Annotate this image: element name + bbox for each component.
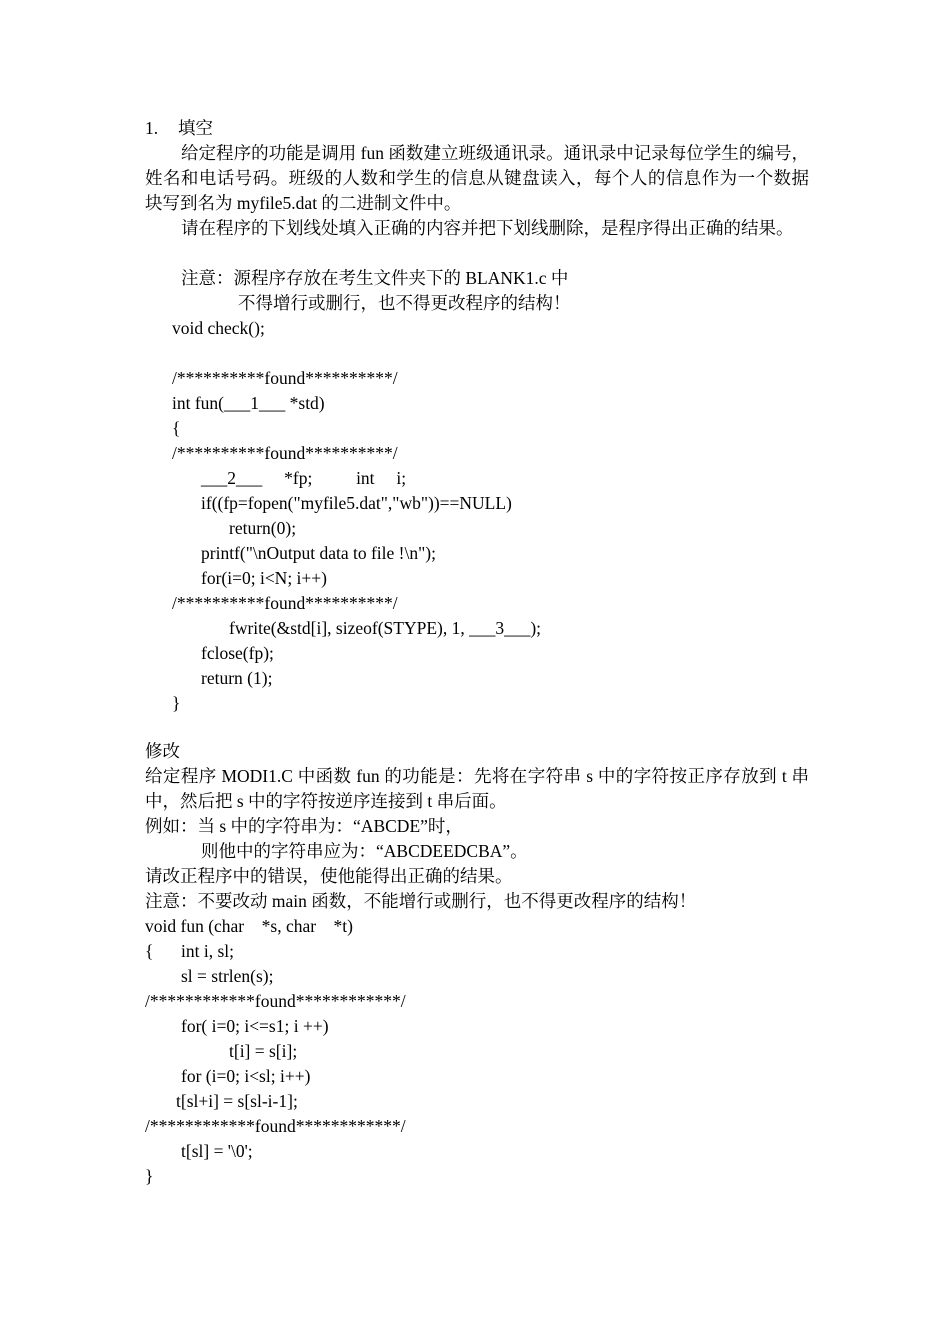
code-line: for( i=0; i<=s1; i ++) bbox=[181, 1016, 329, 1036]
code-line: fwrite(&std[i], sizeof(STYPE), 1, ___3___); bbox=[229, 618, 542, 638]
code-line: int fun(___1___ *std) bbox=[172, 393, 325, 413]
code-comment-found: /**********found**********/ bbox=[172, 443, 398, 463]
code-line: printf("\nOutput data to file !\n"); bbox=[201, 543, 436, 563]
code-line: sl = strlen(s); bbox=[181, 966, 274, 986]
code-line: { bbox=[172, 418, 181, 438]
code-comment-found: /**********found**********/ bbox=[172, 593, 398, 613]
section1-note-line1: 注意：源程序存放在考生文件夹下的 BLANK1.c 中 bbox=[181, 268, 569, 288]
code-line: for(i=0; i<N; i++) bbox=[201, 568, 327, 588]
code-comment-found: /************found************/ bbox=[145, 1116, 406, 1136]
code-line: fclose(fp); bbox=[201, 643, 274, 663]
code-line: void fun (char *s, char *t) bbox=[145, 916, 353, 936]
section1-instruction: 请在程序的下划线处填入正确的内容并把下划线删除，是程序得出正确的结果。 bbox=[181, 218, 794, 238]
code-line: t[sl+i] = s[sl-i-1]; bbox=[176, 1091, 298, 1111]
code-line: t[i] = s[i]; bbox=[229, 1041, 298, 1061]
section1-description: 给定程序的功能是调用 fun 函数建立班级通讯录。通讯录中记录每位学生的编号，姓名和电话号码。班级的人数和学生的信息从键盘读入，每个人的信息作为一个数据块写到名为 myfile5.dat 的二进制文件中。 bbox=[145, 143, 809, 213]
code-line: ___2___ *fp; int i; bbox=[201, 468, 407, 488]
section1-note-line2: 不得增行或删行，也不得更改程序的结构！ bbox=[238, 293, 571, 313]
code-line: return (1); bbox=[201, 668, 273, 688]
code-line: } bbox=[145, 1166, 154, 1186]
code-comment-found: /************found************/ bbox=[145, 991, 406, 1011]
code-line: { bbox=[145, 941, 154, 961]
code-line: int i, sl; bbox=[181, 941, 234, 961]
section2-description: 给定程序 MODI1.C 中函数 fun 的功能是：先将在字符串 s 中的字符按正序存放到 t 串中，然后把 s 中的字符按逆序连接到 t 串后面。 bbox=[145, 766, 809, 811]
code-comment-found: /**********found**********/ bbox=[172, 368, 398, 388]
section2-note: 注意：不要改动 main 函数，不能增行或删行，也不得更改程序的结构！ bbox=[145, 891, 697, 911]
code-line: return(0); bbox=[229, 518, 297, 538]
section2-heading: 修改 bbox=[145, 741, 180, 761]
section1-heading-title: 填空 bbox=[178, 118, 213, 138]
section2-example-line1: 例如：当 s 中的字符串为：“ABCDE”时， bbox=[145, 816, 463, 836]
code-line: void check(); bbox=[172, 318, 265, 338]
code-line: if((fp=fopen("myfile5.dat","wb"))==NULL) bbox=[201, 493, 512, 513]
code-line: } bbox=[172, 693, 181, 713]
section2-instruction: 请改正程序中的错误，使他能得出正确的结果。 bbox=[145, 866, 513, 886]
code-line: for (i=0; i<sl; i++) bbox=[181, 1066, 311, 1086]
section2-example-line2: 则他中的字符串应为：“ABCDEEDCBA”。 bbox=[201, 841, 528, 861]
section1-heading-number: 1. bbox=[145, 118, 159, 138]
code-line: t[sl] = '\0'; bbox=[181, 1141, 253, 1161]
